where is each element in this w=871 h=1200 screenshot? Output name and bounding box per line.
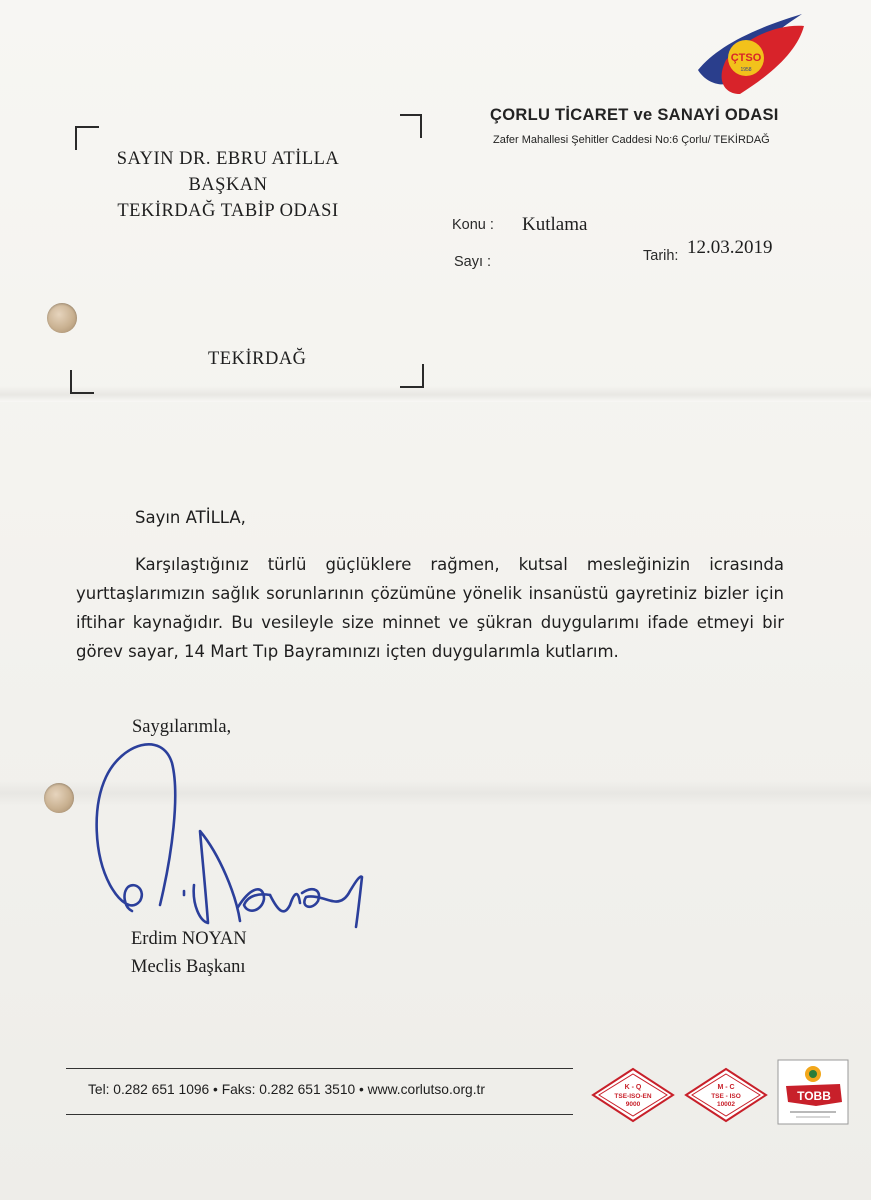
tobb-logo-icon [776, 1058, 850, 1126]
recipient-line-1: SAYIN DR. EBRU ATİLLA [116, 149, 340, 169]
address-corner-bottom-left [70, 370, 94, 394]
punch-hole-bottom [44, 783, 74, 813]
footer-rule-top [66, 1068, 573, 1069]
cert2-line2: TSE - ISO [711, 1093, 741, 1100]
letter-body: Karşılaştığınız türlü güçlüklere rağmen, kutsal mesleğinizin icrasında yurttaşlarımızın sağlık sorunlarının çözümüne yönelik insanüstü gayretiniz bizler için iftihar kaynağıdır. Bu vesileyle size minnet ve şükran duygularımı ifade etmeyi bir görev sayar, 14 Mart Tıp Bayramınızı içten duygularımla kutlarım. [76, 555, 784, 661]
signer-title: Meclis Başkanı [131, 957, 246, 977]
closing: Saygılarımla, [132, 717, 232, 737]
date-label: Tarih: [643, 248, 679, 264]
tobb-text: TOBB [797, 1089, 831, 1103]
organization-name: ÇORLU TİCARET ve SANAYİ ODASI [490, 106, 779, 124]
subject-value: Kutlama [522, 214, 588, 235]
cert1-line2: TSE-ISO-EN [614, 1093, 652, 1100]
recipient-line-3: TEKİRDAĞ TABİP ODASI [117, 201, 339, 221]
cert1-line1: K - Q [624, 1084, 642, 1091]
cert1-line3: 9000 [625, 1101, 641, 1108]
punch-hole-top [47, 303, 77, 333]
address-corner-bottom-right [400, 364, 424, 388]
organization-address: Zafer Mahallesi Şehitler Caddesi No:6 Çorlu/ TEKİRDAĞ [493, 134, 770, 146]
date-value: 12.03.2019 [687, 237, 773, 258]
logo-year: 1958 [740, 67, 752, 73]
tse-iso-10002-cert-icon [683, 1066, 769, 1124]
handwritten-signature [88, 735, 378, 945]
recipient-city: TEKİRDAĞ [208, 349, 307, 369]
paper-fold [0, 386, 871, 402]
footer-rule-bottom [66, 1114, 573, 1115]
logo-text: ÇTSO [730, 52, 762, 64]
address-corner-top-right [400, 114, 422, 138]
recipient-block [88, 146, 368, 224]
ctso-logo-icon [694, 8, 806, 98]
number-label: Sayı : [454, 254, 492, 270]
salutation: Sayın ATİLLA, [135, 508, 246, 527]
cert2-line1: M - C [717, 1084, 735, 1091]
signer-name: Erdim NOYAN [131, 929, 247, 949]
footer-contact: Tel: 0.282 651 1096 • Faks: 0.282 651 3510 • www.corlutso.org.tr [88, 1082, 485, 1097]
subject-label: Konu : [452, 217, 494, 233]
recipient-line-2: BAŞKAN [188, 175, 268, 195]
tse-iso-en-9000-cert-icon [590, 1066, 676, 1124]
cert2-line3: 10002 [716, 1101, 736, 1108]
